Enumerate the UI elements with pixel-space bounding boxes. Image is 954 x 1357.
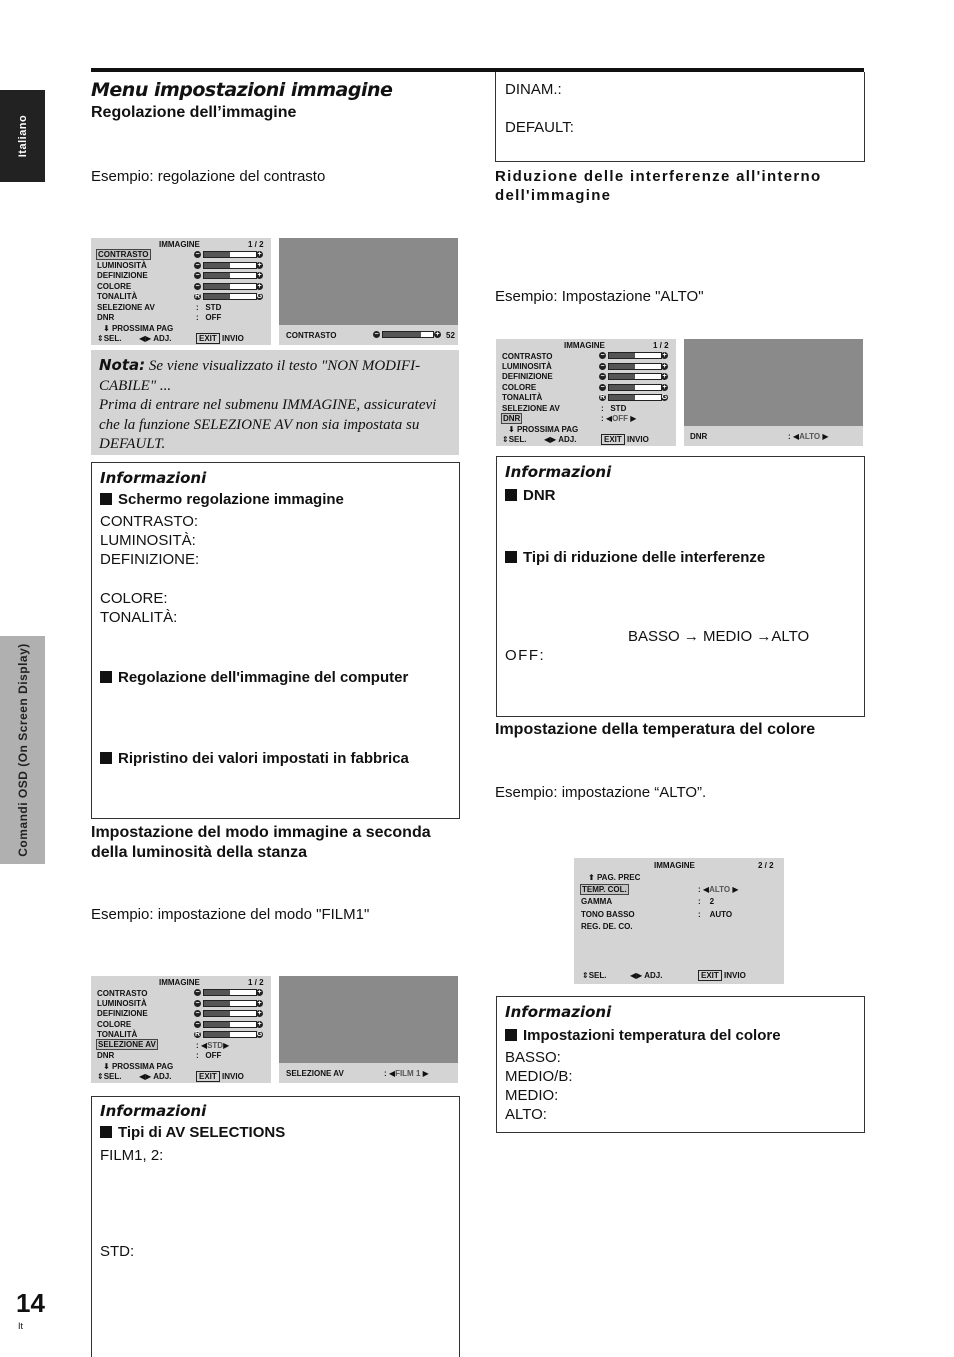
info-title: Informazioni xyxy=(505,463,612,481)
osd-item-dnr: DNR xyxy=(97,1051,115,1060)
level-bar xyxy=(608,384,662,391)
osd-sel: SEL. xyxy=(103,1072,122,1081)
info-item-basso: BASSO: xyxy=(505,1049,561,1066)
osd-exit: EXIT xyxy=(698,970,722,981)
contrast-bar xyxy=(382,331,434,338)
osd-preview-contrast xyxy=(279,238,458,345)
minus-icon: − xyxy=(195,283,200,290)
right-arrow-icon: ▶ xyxy=(822,432,829,441)
plus-icon: + xyxy=(257,989,262,996)
plus-icon: + xyxy=(257,251,262,258)
language-tab xyxy=(0,90,45,182)
level-bar-fill xyxy=(204,294,230,299)
level-bar-fill xyxy=(204,1022,230,1027)
level-bar-fill xyxy=(609,364,635,369)
minus-icon: − xyxy=(600,352,605,359)
plus-icon: + xyxy=(257,1021,262,1028)
right-arrow-icon: ▶ xyxy=(732,885,739,894)
info-item-contrasto: CONTRASTO: xyxy=(100,513,199,530)
minus-icon: − xyxy=(600,384,605,391)
plus-icon: + xyxy=(435,331,440,338)
level-bar xyxy=(203,1021,257,1028)
info-item-definizione: DEFINIZIONE: xyxy=(100,551,200,568)
info-item-medio-b: MEDIO/B: xyxy=(505,1068,573,1085)
level-bar xyxy=(203,293,257,300)
level-bar-fill xyxy=(204,263,230,268)
right-arrow-icon: ▶ xyxy=(422,1069,429,1078)
osd-item-tonalita: TONALITÀ xyxy=(97,1030,138,1039)
left-arrow-icon: ◀ xyxy=(702,885,710,894)
info-heading-noise-types: Tipi di riduzione delle interferenze xyxy=(505,549,765,566)
minus-icon: − xyxy=(195,1000,200,1007)
info-box-av xyxy=(91,1096,460,1357)
contrast-value: 52 xyxy=(446,331,455,340)
osd-preview-label: CONTRASTO xyxy=(286,331,337,340)
level-bar-fill xyxy=(204,284,230,289)
osd-item-contrasto: CONTRASTO xyxy=(502,352,553,361)
osd-page: 1 / 2 xyxy=(653,341,669,350)
osd-value-off: OFF xyxy=(205,313,222,322)
right-arrow-icon: ▶ xyxy=(223,1041,230,1050)
info-item-off: OFF: xyxy=(505,647,546,664)
level-bar xyxy=(608,373,662,380)
up-down-icon: ⇕ xyxy=(97,334,104,343)
osd-item-contrasto: CONTRASTO xyxy=(97,989,148,998)
osd-screen-page2 xyxy=(574,858,784,984)
minus-icon: − xyxy=(195,1010,200,1017)
info-heading-color-temp: Impostazioni temperatura del colore xyxy=(505,1027,781,1044)
minus-icon: − xyxy=(195,251,200,258)
osd-exit: EXIT xyxy=(601,434,625,445)
red-icon: R xyxy=(599,394,606,401)
level-bar-fill xyxy=(204,1001,230,1006)
osd-value-gamma: 2 xyxy=(709,897,715,906)
level-bar-fill xyxy=(204,1032,230,1037)
page-title: Menu impostazioni immagine xyxy=(91,79,393,101)
info-item-colore: COLORE: xyxy=(100,590,168,607)
osd-preview-dnr xyxy=(684,339,863,446)
note-label: Nota: xyxy=(99,356,146,374)
osd-item-tono-basso: TONO BASSO xyxy=(581,910,635,919)
plus-icon: + xyxy=(662,352,667,359)
osd-item-luminosita: LUMINOSITÀ xyxy=(97,261,147,270)
osd-item-definizione: DEFINIZIONE xyxy=(97,1009,148,1018)
osd-item-colore: COLORE xyxy=(502,383,537,392)
plus-icon: + xyxy=(257,262,262,269)
level-bar-fill xyxy=(204,990,230,995)
page-lang-code: It xyxy=(18,1321,24,1331)
up-down-icon: ⇕ xyxy=(582,971,589,980)
osd-screen-av xyxy=(91,976,271,1083)
osd-page: 2 / 2 xyxy=(758,861,774,870)
osd-title: IMMAGINE xyxy=(564,341,605,350)
bullet-square-icon xyxy=(505,489,517,501)
down-arrow-icon: ⬇ xyxy=(103,324,110,333)
left-right-icon: ◀▶ xyxy=(139,334,152,343)
osd-preview-strip xyxy=(684,426,863,446)
osd-invio: INVIO xyxy=(627,435,649,444)
osd-title: IMMAGINE xyxy=(159,240,200,249)
osd-item-selezione-av: SELEZIONE AV xyxy=(502,404,560,413)
level-bar-fill xyxy=(609,353,635,358)
osd-next-page: PROSSIMA PAG xyxy=(111,324,174,333)
left-arrow-icon: ◀ xyxy=(200,1041,208,1050)
down-arrow-icon: ⬇ xyxy=(508,425,515,434)
osd-colon: : xyxy=(601,414,604,423)
osd-value-auto: AUTO xyxy=(709,910,733,919)
osd-item-temp-col: TEMP. COL. xyxy=(582,885,627,894)
up-arrow-icon: ⬆ xyxy=(588,873,595,882)
osd-item-contrasto: CONTRASTO xyxy=(98,250,149,259)
minus-icon: − xyxy=(195,989,200,996)
info-item-std: STD: xyxy=(100,1243,135,1260)
minus-icon: − xyxy=(195,272,200,279)
left-right-icon: ◀▶ xyxy=(139,1072,152,1081)
box-top-right xyxy=(495,72,865,162)
section-color-temp: Impostazione della temperatura del colore xyxy=(495,721,816,738)
osd-item-gamma: GAMMA xyxy=(581,897,613,906)
red-icon: R xyxy=(194,293,201,300)
osd-item-selezione-av: SELEZIONE AV xyxy=(97,303,155,312)
osd-colon: : xyxy=(698,910,701,919)
item-default: DEFAULT: xyxy=(505,119,574,136)
osd-screen-dnr xyxy=(496,339,676,446)
osd-item-tonalita: TONALITÀ xyxy=(97,292,138,301)
osd-colon: : xyxy=(196,313,199,322)
section-room-mode: Impostazione del modo immagine a seconda della luminosità della stanza xyxy=(91,824,431,861)
info-noise-sequence: BASSO → MEDIO →ALTO xyxy=(628,628,810,645)
level-bar xyxy=(608,352,662,359)
info-box-dnr xyxy=(496,456,865,717)
osd-colon: : xyxy=(196,303,199,312)
osd-preview-av xyxy=(279,976,458,1083)
info-title: Informazioni xyxy=(505,1003,612,1021)
up-down-icon: ⇕ xyxy=(502,435,509,444)
green-icon: G xyxy=(256,1031,263,1038)
osd-exit: EXIT xyxy=(196,333,220,344)
info-heading-computer: Regolazione dell'immagine del computer xyxy=(100,669,408,686)
plus-icon: + xyxy=(257,1000,262,1007)
level-bar xyxy=(203,1010,257,1017)
bullet-square-icon xyxy=(100,671,112,683)
level-bar xyxy=(608,394,662,401)
info-box-image xyxy=(91,462,460,819)
level-bar-fill xyxy=(204,252,230,257)
info-heading-dnr: DNR xyxy=(505,487,556,504)
info-title: Informazioni xyxy=(100,1102,207,1120)
plus-icon: + xyxy=(662,363,667,370)
osd-title: IMMAGINE xyxy=(159,978,200,987)
osd-colon: : xyxy=(196,1051,199,1060)
page-number: 14 xyxy=(16,1288,45,1318)
osd-colon: : xyxy=(601,404,604,413)
osd-adj: ADJ. xyxy=(644,971,663,980)
osd-sel: SEL. xyxy=(508,435,527,444)
red-icon: R xyxy=(194,1031,201,1038)
note-text-2: Prima di entrare nel submenu IMMAGINE, assicuratevi che la funzione SELEZIONE AV non sia impostata su DEFAULT. xyxy=(99,397,437,452)
osd-item-tonalita: TONALITÀ xyxy=(502,393,543,402)
osd-preview-strip xyxy=(279,325,458,345)
osd-value-film1: FILM 1 xyxy=(395,1069,421,1078)
level-bar-fill xyxy=(204,273,230,278)
osd-page: 1 / 2 xyxy=(248,978,264,987)
bullet-square-icon xyxy=(100,1126,112,1138)
osd-item-luminosita: LUMINOSITÀ xyxy=(97,999,147,1008)
plus-icon: + xyxy=(257,272,262,279)
osd-adj: ADJ. xyxy=(558,435,577,444)
osd-item-luminosita: LUMINOSITÀ xyxy=(502,362,552,371)
osd-page: 1 / 2 xyxy=(248,240,264,249)
osd-item-colore: COLORE xyxy=(97,1020,132,1029)
minus-icon: − xyxy=(600,363,605,370)
osd-item-reg-de-co: REG. DE. CO. xyxy=(581,922,633,931)
level-bar-fill xyxy=(609,395,635,400)
left-arrow-icon: ◀ xyxy=(388,1069,396,1078)
left-arrow-icon: ◀ xyxy=(605,414,613,423)
example-color-alto: Esempio: impostazione “ALTO”. xyxy=(495,784,707,801)
left-right-icon: ◀▶ xyxy=(544,435,557,444)
osd-invio: INVIO xyxy=(222,1072,244,1081)
osd-value-std: STD xyxy=(207,1041,224,1050)
osd-prev-page: PAG. PREC xyxy=(596,873,641,882)
osd-title: IMMAGINE xyxy=(654,861,695,870)
info-item-alto: ALTO: xyxy=(505,1106,547,1123)
osd-item-dnr: DNR xyxy=(503,414,521,423)
osd-item-definizione: DEFINIZIONE xyxy=(502,372,553,381)
left-right-icon: ◀▶ xyxy=(630,971,643,980)
osd-item-dnr: DNR xyxy=(97,313,115,322)
osd-colon: : xyxy=(788,432,791,441)
language-tab-label: Italiano xyxy=(17,114,29,158)
subtitle: Regolazione dell’immagine xyxy=(91,104,297,121)
info-item-tonalita: TONALITÀ: xyxy=(100,609,178,626)
plus-icon: + xyxy=(257,1010,262,1017)
down-arrow-icon: ⬇ xyxy=(103,1062,110,1071)
level-bar xyxy=(203,251,257,258)
osd-invio: INVIO xyxy=(222,334,244,343)
osd-value-off: OFF xyxy=(612,414,629,423)
section-tab-label: Comandi OSD (On Screen Display) xyxy=(16,643,30,857)
level-bar xyxy=(203,1000,257,1007)
note-text-1: Se viene visualizzato il testo "NON MODIFI-CABILE" ... xyxy=(99,358,421,394)
level-bar xyxy=(203,283,257,290)
level-bar-fill xyxy=(204,1011,230,1016)
osd-colon: : xyxy=(698,885,701,894)
note-box xyxy=(91,350,459,455)
up-down-icon: ⇕ xyxy=(97,1072,104,1081)
level-bar-fill xyxy=(609,374,635,379)
level-bar-fill xyxy=(609,385,635,390)
example-film1: Esempio: impostazione del modo "FILM1" xyxy=(91,906,370,923)
osd-colon: : xyxy=(698,897,701,906)
section-tab xyxy=(0,636,45,864)
minus-icon: − xyxy=(195,1021,200,1028)
bullet-square-icon xyxy=(100,752,112,764)
info-heading-reset: Ripristino dei valori impostati in fabbrica xyxy=(100,750,409,767)
info-item-medio: MEDIO: xyxy=(505,1087,559,1104)
level-bar xyxy=(608,363,662,370)
minus-icon: − xyxy=(195,262,200,269)
osd-next-page: PROSSIMA PAG xyxy=(111,1062,174,1071)
osd-item-definizione: DEFINIZIONE xyxy=(97,271,148,280)
level-bar xyxy=(203,989,257,996)
plus-icon: + xyxy=(257,283,262,290)
bullet-square-icon xyxy=(505,1029,517,1041)
bullet-square-icon xyxy=(505,551,517,563)
osd-sel: SEL. xyxy=(103,334,122,343)
osd-value-alto: ALTO xyxy=(709,885,731,894)
example-alto: Esempio: Impostazione "ALTO" xyxy=(495,288,704,305)
minus-icon: − xyxy=(600,373,605,380)
info-heading-av-types: Tipi di AV SELECTIONS xyxy=(100,1124,285,1141)
plus-icon: + xyxy=(662,373,667,380)
level-bar xyxy=(203,272,257,279)
osd-colon: : xyxy=(384,1069,387,1078)
osd-preview-label: SELEZIONE AV xyxy=(286,1069,344,1078)
osd-adj: ADJ. xyxy=(153,1072,172,1081)
osd-item-colore: COLORE xyxy=(97,282,132,291)
level-bar xyxy=(203,262,257,269)
osd-screen-contrast xyxy=(91,238,271,345)
level-bar xyxy=(203,1031,257,1038)
minus-icon: − xyxy=(374,331,379,338)
contrast-bar-fill xyxy=(383,332,421,337)
info-item-film: FILM1, 2: xyxy=(100,1147,164,1164)
info-title: Informazioni xyxy=(100,469,207,487)
osd-next-page: PROSSIMA PAG xyxy=(516,425,579,434)
item-dinam: DINAM.: xyxy=(505,81,562,98)
green-icon: G xyxy=(661,394,668,401)
osd-value-std: STD xyxy=(205,303,222,312)
left-arrow-icon: ◀ xyxy=(792,432,800,441)
osd-value-off: OFF xyxy=(205,1051,222,1060)
osd-invio: INVIO xyxy=(724,971,746,980)
example-contrast: Esempio: regolazione del contrasto xyxy=(91,168,326,185)
info-box-color-temp xyxy=(496,996,865,1133)
osd-preview-strip xyxy=(279,1063,458,1083)
osd-adj: ADJ. xyxy=(153,334,172,343)
osd-item-selezione-av: SELEZIONE AV xyxy=(98,1040,156,1049)
section-noise-reduction: Riduzione delle interferenze all'interno dell'immagine xyxy=(495,168,822,204)
osd-preview-label: DNR xyxy=(690,432,708,441)
plus-icon: + xyxy=(662,384,667,391)
bullet-square-icon xyxy=(100,493,112,505)
osd-sel: SEL. xyxy=(588,971,607,980)
green-icon: G xyxy=(256,293,263,300)
info-item-luminosita: LUMINOSITÀ: xyxy=(100,532,196,549)
osd-value-std: STD xyxy=(610,404,627,413)
info-heading-screen: Schermo regolazione immagine xyxy=(100,491,344,508)
right-arrow-icon: ▶ xyxy=(630,414,637,423)
osd-colon: : xyxy=(196,1041,199,1050)
osd-value-alto: ALTO xyxy=(799,432,821,441)
osd-exit: EXIT xyxy=(196,1071,220,1082)
